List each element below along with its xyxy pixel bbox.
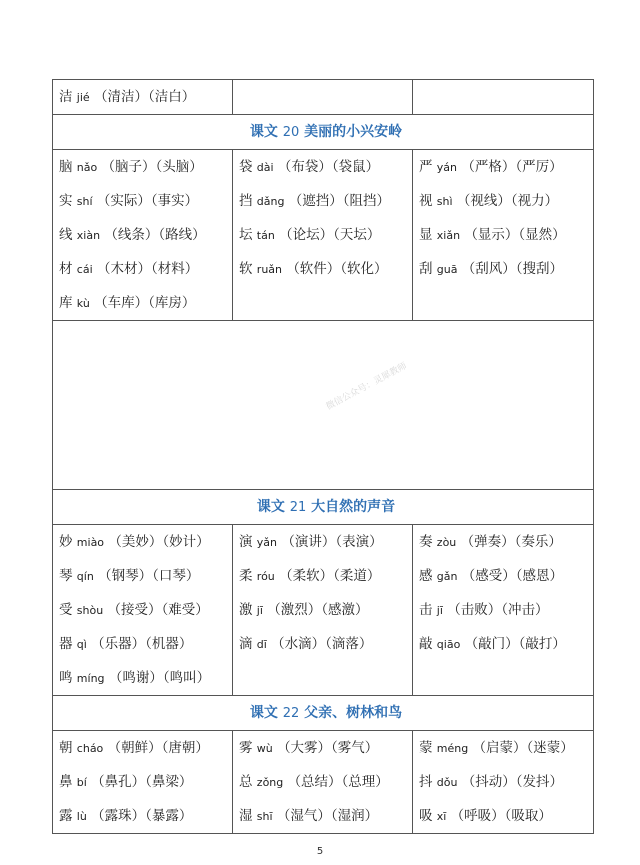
entry-char: 击 [419, 602, 433, 618]
entry-row [413, 731, 593, 765]
entry-char: 坛 [239, 227, 253, 243]
entry-pinyin: ruǎn [256, 263, 283, 276]
entry-pinyin: xiàn [76, 229, 101, 242]
entry-row [233, 252, 412, 286]
entry-words: （视线）（视力） [456, 193, 559, 209]
entry-row [413, 252, 593, 286]
entry-char: 软 [239, 261, 253, 277]
entry-pinyin: xī [436, 810, 447, 823]
entry-row [413, 765, 593, 799]
entry-words: （朝鲜）（唐朝） [107, 740, 209, 756]
heading-prefix: 课文 [256, 499, 285, 515]
entry-char: 奏 [419, 534, 433, 550]
entry-pinyin: bí [76, 776, 87, 789]
heading-number: 20 [282, 125, 300, 140]
watermark-text: 微信公众号：灵犀教师 [324, 361, 409, 413]
entry-words: （钢琴）（口琴） [98, 568, 200, 584]
entry-words: （乐器）（机器） [91, 636, 193, 652]
entry-char: 妙 [59, 534, 73, 550]
entry-words: （弹奏）（奏乐） [460, 534, 562, 550]
empty-cell [413, 80, 594, 115]
heading-prefix: 课文 [249, 124, 278, 140]
entry-char: 脑 [59, 159, 73, 175]
entry-pinyin: gǎn [436, 570, 458, 583]
entry-pinyin: zǒng [256, 776, 284, 789]
entry-words: （击败）（冲击） [447, 602, 549, 618]
entry-char: 琴 [59, 568, 73, 584]
entry-row [53, 799, 232, 833]
entry-row [53, 286, 232, 320]
entry-words: （美妙）（妙计） [108, 534, 210, 550]
entry-words: （演讲）（表演） [281, 534, 383, 550]
entry-pinyin: shí [76, 195, 93, 208]
entry-row [233, 627, 412, 661]
entry-words: （刮风）（搜刮） [461, 261, 564, 277]
entry-pinyin: cháo [76, 742, 104, 755]
entry-words: （线条）（路线） [104, 227, 206, 243]
entry-char: 雾 [239, 740, 253, 756]
entry-row [53, 661, 232, 695]
lesson-22-heading [53, 696, 594, 731]
entry-words: （遮挡）（阻挡） [288, 193, 391, 209]
entry-words: （露珠）（暴露） [91, 808, 193, 824]
entry-char: 露 [59, 808, 73, 824]
entry-row [413, 627, 593, 661]
entry-words: （启蒙）（迷蒙） [472, 740, 574, 756]
heading-number: 21 [289, 500, 307, 515]
entry-pinyin: jī [256, 604, 263, 617]
entry-row [53, 184, 232, 218]
entry-pinyin: míng [76, 672, 105, 685]
entry-pinyin: qì [76, 638, 87, 651]
entry-pinyin: yán [436, 161, 458, 174]
lesson-20-heading [53, 115, 594, 150]
entry-pinyin: nǎo [76, 161, 98, 174]
heading-title: 大自然的声音 [311, 499, 396, 515]
entry-char: 刮 [419, 261, 433, 277]
entry-pinyin: qiāo [436, 638, 461, 651]
entry-char: 激 [239, 602, 253, 618]
entry-char: 实 [59, 193, 73, 209]
entry-row [53, 627, 232, 661]
entry-row [53, 525, 232, 559]
entry-char: 感 [419, 568, 433, 584]
entry-char: 滴 [239, 636, 253, 652]
lesson-21-col-3 [413, 525, 594, 696]
entry-char: 显 [419, 227, 433, 243]
top-row-cell [53, 80, 233, 115]
entry-pinyin: kù [76, 297, 90, 310]
entry-char: 朝 [59, 740, 73, 756]
entry-row [413, 218, 593, 252]
entry-words: （软件）（软化） [286, 261, 388, 277]
heading-title: 父亲、树林和鸟 [304, 705, 403, 721]
entry-char: 总 [239, 774, 253, 790]
entry-pinyin: guā [436, 263, 458, 276]
entry-row [233, 525, 412, 559]
entry-row [413, 525, 593, 559]
lesson-22-col-2 [233, 731, 413, 834]
entry-row [413, 559, 593, 593]
entry-row [53, 593, 232, 627]
empty-cell [233, 80, 413, 115]
entry-pinyin: jié [76, 91, 90, 104]
entry-pinyin: tán [256, 229, 275, 242]
entry-words: （呼吸）（吸取） [450, 808, 552, 824]
entry-char: 柔 [239, 568, 253, 584]
entry-pinyin: wù [256, 742, 273, 755]
lesson-21-col-1 [53, 525, 233, 696]
entry-pinyin: méng [436, 742, 469, 755]
entry-row [233, 765, 412, 799]
entry-row [233, 218, 412, 252]
entry-words: （严格）（严厉） [461, 159, 563, 175]
entry-pinyin: dài [256, 161, 274, 174]
entry-words: （湿气）（湿润） [276, 808, 379, 824]
entry-char: 严 [419, 159, 433, 175]
entry-row [53, 765, 232, 799]
entry-row [233, 593, 412, 627]
lesson-20-col-2 [233, 150, 413, 321]
entry-words: （鼻孔）（鼻梁） [91, 774, 193, 790]
entry-words: （论坛）（天坛） [279, 227, 381, 243]
entry-char: 鸣 [59, 670, 73, 686]
entry-char: 湿 [239, 808, 253, 824]
entry-row [413, 799, 593, 833]
entry-row [413, 184, 593, 218]
heading-title: 美丽的小兴安岭 [304, 124, 403, 140]
entry-pinyin: cái [76, 263, 93, 276]
entry-words: （脑子）（头脑） [101, 159, 203, 175]
entry-words: （车库）（库房） [94, 295, 196, 311]
entry-pinyin: xiǎn [436, 229, 461, 242]
entry-pinyin: qín [76, 570, 94, 583]
lesson-20-col-1 [53, 150, 233, 321]
entry-pinyin: dǒu [436, 776, 458, 789]
entry-char: 洁 [59, 89, 73, 105]
entry-char: 吸 [419, 808, 433, 824]
entry-pinyin: dǎng [256, 195, 285, 208]
entry-pinyin: shì [436, 195, 453, 208]
lesson-21-heading [53, 490, 594, 525]
heading-number: 22 [282, 706, 300, 721]
entry-pinyin: róu [256, 570, 275, 583]
entry-words: （接受）（难受） [107, 602, 209, 618]
lesson-22-col-3 [413, 731, 594, 834]
entry-row [233, 184, 412, 218]
entry-words: （柔软）（柔道） [279, 568, 381, 584]
lesson-21-col-2 [233, 525, 413, 696]
entry-row [53, 80, 232, 114]
entry-row [53, 252, 232, 286]
entry-words: （鸣谢）（鸣叫） [108, 670, 211, 686]
page-number: 5 [316, 846, 324, 857]
blank-area [53, 321, 594, 490]
entry-char: 敲 [419, 636, 433, 652]
entry-row [233, 150, 412, 184]
entry-row [413, 150, 593, 184]
entry-char: 视 [419, 193, 433, 209]
entry-char: 线 [59, 227, 73, 243]
entry-words: （木材）（材料） [96, 261, 199, 277]
entry-char: 袋 [239, 159, 253, 175]
entry-char: 抖 [419, 774, 433, 790]
entry-row [53, 731, 232, 765]
entry-pinyin: yǎn [256, 536, 278, 549]
entry-row [413, 593, 593, 627]
entry-words: （激烈）（感激） [267, 602, 369, 618]
entry-pinyin: lù [76, 810, 87, 823]
entry-words: （抖动）（发抖） [461, 774, 564, 790]
entry-row [53, 150, 232, 184]
entry-pinyin: miào [76, 536, 105, 549]
vocabulary-table [52, 79, 594, 834]
lesson-22-col-1 [53, 731, 233, 834]
entry-row [233, 731, 412, 765]
entry-pinyin: shòu [76, 604, 104, 617]
entry-char: 器 [59, 636, 73, 652]
entry-words: （布袋）（袋鼠） [277, 159, 380, 175]
lesson-20-col-3 [413, 150, 594, 321]
entry-char: 挡 [239, 193, 253, 209]
entry-row [233, 559, 412, 593]
entry-char: 鼻 [59, 774, 73, 790]
entry-char: 库 [59, 295, 73, 311]
entry-words: （大雾）（雾气） [277, 740, 379, 756]
entry-char: 演 [239, 534, 253, 550]
entry-pinyin: dī [256, 638, 267, 651]
entry-row [233, 799, 412, 833]
entry-words: （水滴）（滴落） [271, 636, 373, 652]
entry-words: （感受）（感恩） [461, 568, 564, 584]
heading-prefix: 课文 [249, 705, 278, 721]
entry-char: 材 [59, 261, 73, 277]
entry-row [53, 559, 232, 593]
entry-pinyin: shī [256, 810, 273, 823]
entry-words: （总结）（总理） [287, 774, 389, 790]
entry-words: （敲门）（敲打） [464, 636, 566, 652]
entry-char: 受 [59, 602, 73, 618]
entry-char: 蒙 [419, 740, 433, 756]
entry-words: （显示）（显然） [464, 227, 566, 243]
entry-words: （实际）（事实） [96, 193, 199, 209]
entry-pinyin: zòu [436, 536, 457, 549]
entry-pinyin: jī [436, 604, 443, 617]
entry-words: （清洁）（洁白） [93, 89, 196, 105]
entry-row [53, 218, 232, 252]
